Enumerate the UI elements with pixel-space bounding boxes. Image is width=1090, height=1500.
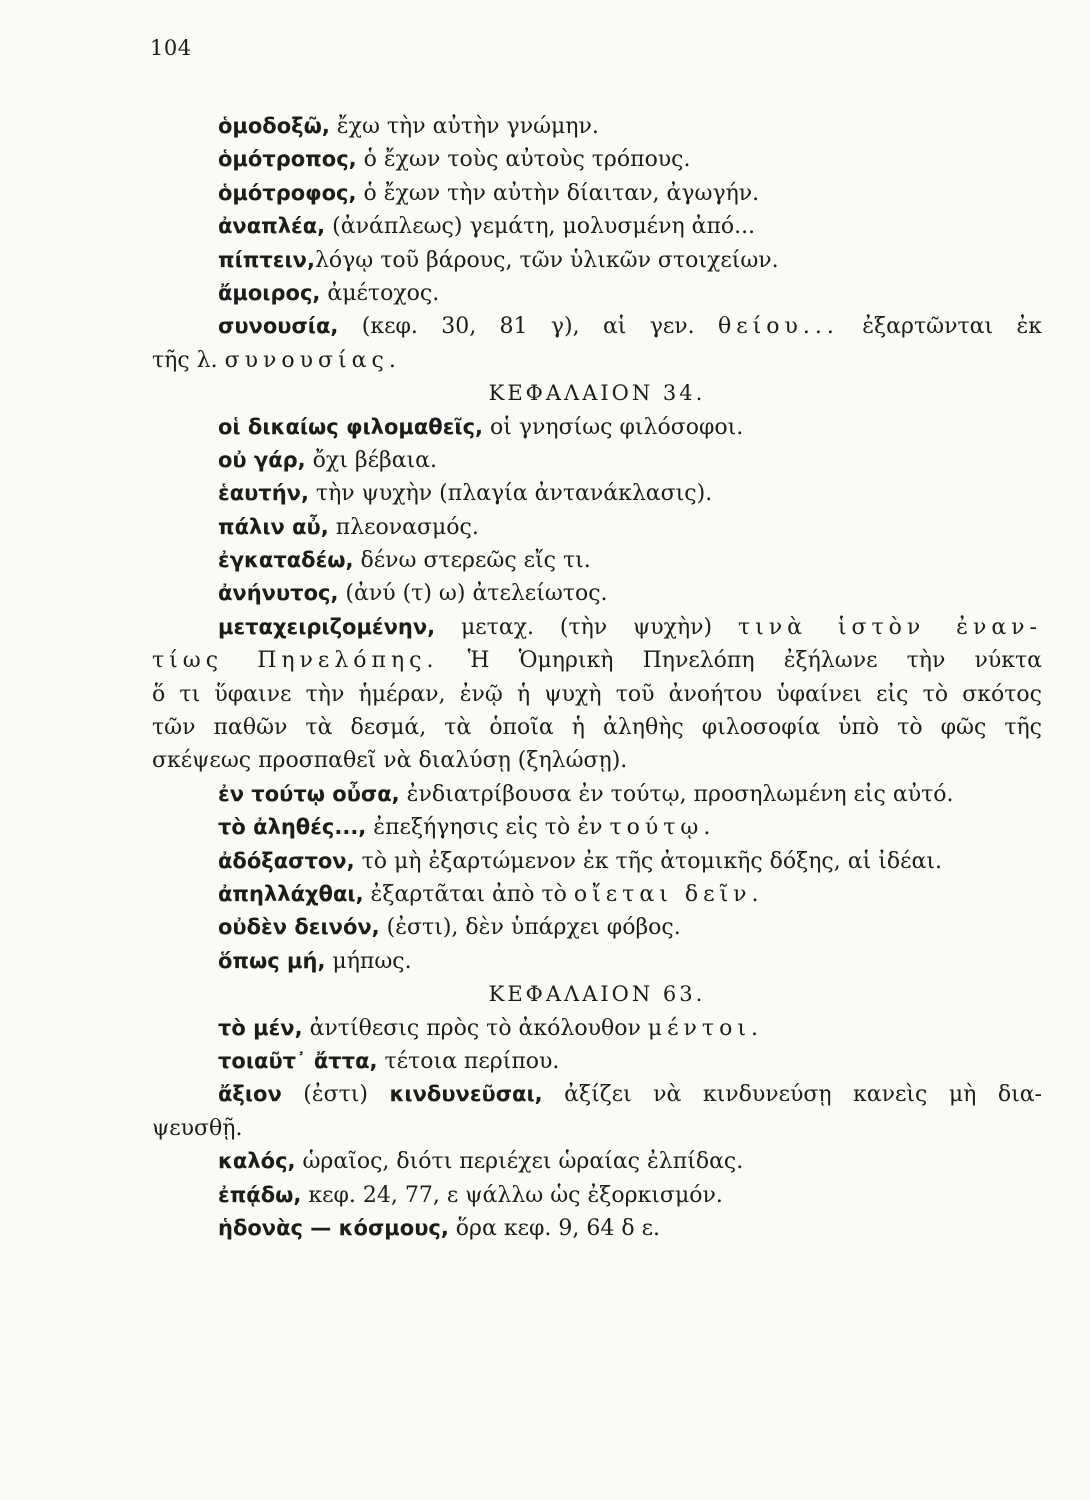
headword: τὸ ἀληθές..., (218, 815, 367, 840)
definition-text: ἐνδιατρίβουσα ἐν τούτῳ, προσηλωμένη εἰς αὐτό. (399, 781, 954, 807)
headword: πάλιν αὖ, (218, 514, 329, 539)
definition-text: λόγῳ τοῦ βάρους, τῶν ὑλικῶν στοιχείων. (314, 247, 779, 273)
glossary-entry (152, 511, 1042, 544)
definition-text: κεφ. 24, 77, ε ψάλλω ὡς ἐξορκισμόν. (301, 1182, 723, 1208)
headword: ἀπηλλάχθαι, (218, 881, 364, 906)
glossary-entry (152, 277, 1042, 310)
glossary-entry (152, 878, 1042, 911)
glossary-text (152, 110, 1042, 1245)
headword: ὁμότροπος, (218, 147, 357, 172)
headword: πίπτειν, (218, 247, 315, 272)
spaced-text: τίως Πηνελόπης. (152, 648, 439, 674)
spaced-text: μέντοι. (647, 1015, 763, 1041)
headword: ὁμοδοξῶ, (218, 114, 330, 138)
page-number: 104 (150, 36, 192, 60)
glossary-entry (152, 143, 1042, 176)
definition-text: ψευσθῇ. (152, 1115, 243, 1141)
headword: ἐπᾴδω, (218, 1182, 302, 1207)
glossary-entry (152, 1045, 1042, 1078)
definition-text: τὴν ψυχὴν (πλαγία ἀντανάκλασις). (308, 481, 713, 507)
headword: ἀναπλέα, (218, 214, 326, 239)
definition-text: οἱ γνησίως φιλόσοφοι. (483, 414, 744, 440)
glossary-entry (152, 477, 1042, 510)
headword: ἀνήνυτος, (218, 581, 339, 606)
continuation-line (152, 744, 1042, 777)
continuation-line (152, 711, 1042, 744)
headword: συνουσία, (218, 314, 339, 339)
spaced-text: συνουσίας. (224, 347, 401, 373)
definition-text: ἐξαρτῶνται ἐκ (838, 314, 1042, 340)
headword: οὐ γάρ, (218, 447, 306, 472)
spaced-text: τούτῳ. (609, 815, 716, 841)
spaced-text: θείου... (718, 314, 839, 340)
glossary-entry (152, 110, 1042, 143)
glossary-entry (152, 845, 1042, 878)
headword: κινδυνεῦσαι, (389, 1082, 543, 1107)
headword: ὅπως μή, (218, 948, 326, 973)
definition-text: τὸ μὴ ἐξαρτώμενον ἐκ τῆς ἀτομικῆς δόξης, αἱ ἰδέαι. (354, 848, 942, 874)
spaced-text: τινὰ ἱστὸν ἐναν- (737, 614, 1042, 640)
continuation-line (152, 644, 1042, 677)
headword: ὁμότροφος, (218, 180, 357, 205)
headword: ἐν τούτῳ οὖσα, (218, 781, 400, 806)
glossary-entry (152, 1212, 1042, 1245)
glossary-entry (152, 310, 1042, 343)
definition-text: (κεφ. 30, 81 γ), αἱ γεν. (338, 314, 719, 340)
spaced-text: οἴεται δεῖν. (573, 881, 764, 907)
glossary-entry (152, 411, 1042, 444)
definition-text: ὅρα κεφ. 9, 64 δ ε. (448, 1215, 660, 1241)
definition-text: ΚΕΦΑΛΑΙΟΝ 63. (488, 982, 706, 1007)
definition-text: (ἀνάπλεως) γεμάτη, μολυσμένη ἀπό... (325, 214, 756, 240)
headword: ἄξιον (218, 1082, 282, 1107)
definition-text: ἀντίθεσις πρὸς τὸ ἀκόλουθον (302, 1015, 648, 1041)
glossary-entry (152, 945, 1042, 978)
glossary-entry (152, 911, 1042, 944)
glossary-entry (152, 1012, 1042, 1045)
definition-text: (ἐστι) (281, 1082, 390, 1108)
definition-text: ἐπεξήγησις εἰς τὸ ἐν (366, 815, 610, 841)
definition-text: μήπως. (325, 948, 412, 974)
definition-text: (ἀνύ (τ) ω) ἀτελείωτος. (338, 581, 608, 607)
definition-text: ἐξαρτᾶται ἀπὸ τὸ (363, 881, 574, 907)
headword: ἀδόξαστον, (218, 848, 355, 873)
glossary-entry (152, 778, 1042, 811)
headword: καλός, (218, 1149, 296, 1174)
headword: ἡδονὰς — κόσμους, (218, 1215, 449, 1240)
definition-text: τέτοια περίπου. (377, 1048, 560, 1074)
headword: ἄμοιρος, (218, 280, 321, 305)
definition-text: δένω στερεῶς εἴς τι. (353, 548, 591, 574)
definition-text: (ἐστι), δὲν ὑπάρχει φόβος. (379, 915, 681, 941)
definition-text: τῶν παθῶν τὰ δεσμά, τὰ ὁποῖα ἡ ἀληθὴς φιλοσοφία ὑπὸ τὸ φῶς τῆς (152, 715, 1042, 741)
definition-text: πλεονασμός. (328, 514, 479, 540)
glossary-entry (152, 1179, 1042, 1212)
glossary-entry (152, 544, 1042, 577)
definition-text: Ἡ Ὁμηρικὴ Πηνελόπη ἐξήλωνε τὴν νύκτα (438, 648, 1042, 674)
headword: οἱ δικαίως φιλομαθεῖς, (218, 414, 484, 439)
headword: ἐγκαταδέω, (218, 548, 354, 573)
chapter-heading (152, 377, 1042, 410)
definition-text: ἔχω τὴν αὐτὴν γνώμην. (329, 114, 599, 139)
definition-text: ὡραῖος, διότι περιέχει ὡραίας ἐλπίδας. (295, 1149, 744, 1175)
glossary-entry (152, 611, 1042, 644)
headword: οὐδὲν δεινόν, (218, 915, 380, 940)
definition-text: ὁ ἔχων τὴν αὐτὴν δίαιταν, ἀγωγήν. (356, 180, 760, 206)
definition-text: τῆς λ. (152, 347, 225, 373)
glossary-entry (152, 577, 1042, 610)
chapter-heading (152, 978, 1042, 1011)
definition-text: μεταχ. (τὴν ψυχὴν) (435, 614, 738, 640)
glossary-entry (152, 1145, 1042, 1178)
definition-text: ΚΕΦΑΛΑΙΟΝ 34. (488, 381, 706, 406)
headword: τοιαῦτ᾽ ἄττα, (218, 1048, 378, 1073)
definition-text: ἀξίζει νὰ κινδυνεύσῃ κανεὶς μὴ δια- (542, 1082, 1042, 1108)
glossary-entry (152, 210, 1042, 243)
glossary-entry (152, 811, 1042, 844)
definition-text: ὅ τι ὕφαινε τὴν ἡμέραν, ἐνῷ ἡ ψυχὴ τοῦ ἀνοήτου ὑφαίνει εἰς τὸ σκότος (152, 681, 1042, 707)
continuation-line (152, 1112, 1042, 1145)
definition-text: ἀμέτοχος. (320, 280, 440, 306)
headword: ἑαυτήν, (218, 481, 309, 506)
definition-text: ὄχι βέβαια. (305, 447, 438, 473)
glossary-entry (152, 244, 1042, 277)
definition-text: ὁ ἔχων τοὺς αὐτοὺς τρόπους. (356, 147, 691, 173)
glossary-entry (152, 177, 1042, 210)
continuation-line (152, 344, 1042, 377)
glossary-entry (152, 1078, 1042, 1111)
glossary-entry (152, 444, 1042, 477)
headword: μεταχειριζομένην, (218, 614, 436, 639)
continuation-line (152, 678, 1042, 711)
definition-text: σκέψεως προσπαθεῖ νὰ διαλύσῃ (ξηλώσῃ). (152, 748, 628, 774)
headword: τὸ μέν, (218, 1015, 303, 1040)
